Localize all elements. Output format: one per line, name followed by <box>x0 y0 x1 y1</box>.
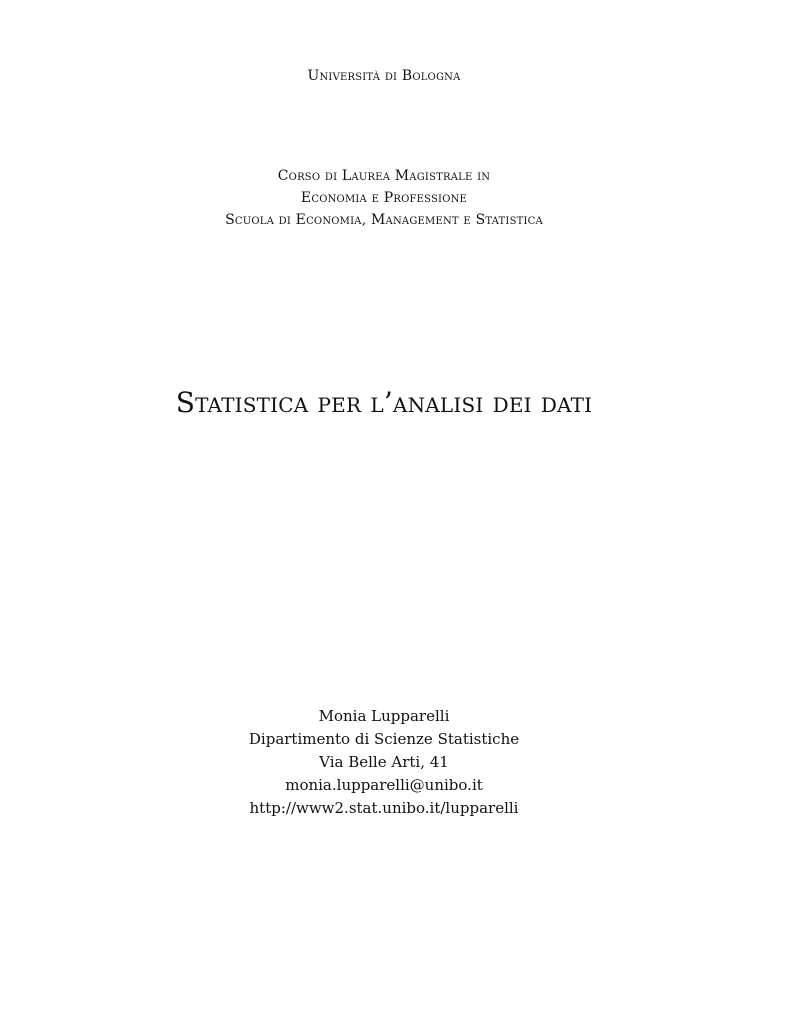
course-line-program: Economia e Professione <box>300 190 468 206</box>
author-name: Monia Lupparelli <box>318 707 450 725</box>
author-info <box>0 705 768 820</box>
author-website-link[interactable]: http://www2.stat.unibo.it/lupparelli <box>249 799 519 817</box>
author-address: Via Belle Arti, 41 <box>319 753 449 771</box>
course-line-school: Scuola di Economia, Management e Statistica <box>225 212 543 228</box>
document-title: Statistica per l’analisi dei dati <box>175 386 593 419</box>
author-department: Dipartimento di Scienze Statistiche <box>248 730 520 748</box>
course-info <box>0 165 768 231</box>
university-name: Università di Bologna <box>307 68 461 84</box>
author-email[interactable]: monia.lupparelli@unibo.it <box>285 776 483 794</box>
course-line-degree: Corso di Laurea Magistrale in <box>277 168 491 184</box>
